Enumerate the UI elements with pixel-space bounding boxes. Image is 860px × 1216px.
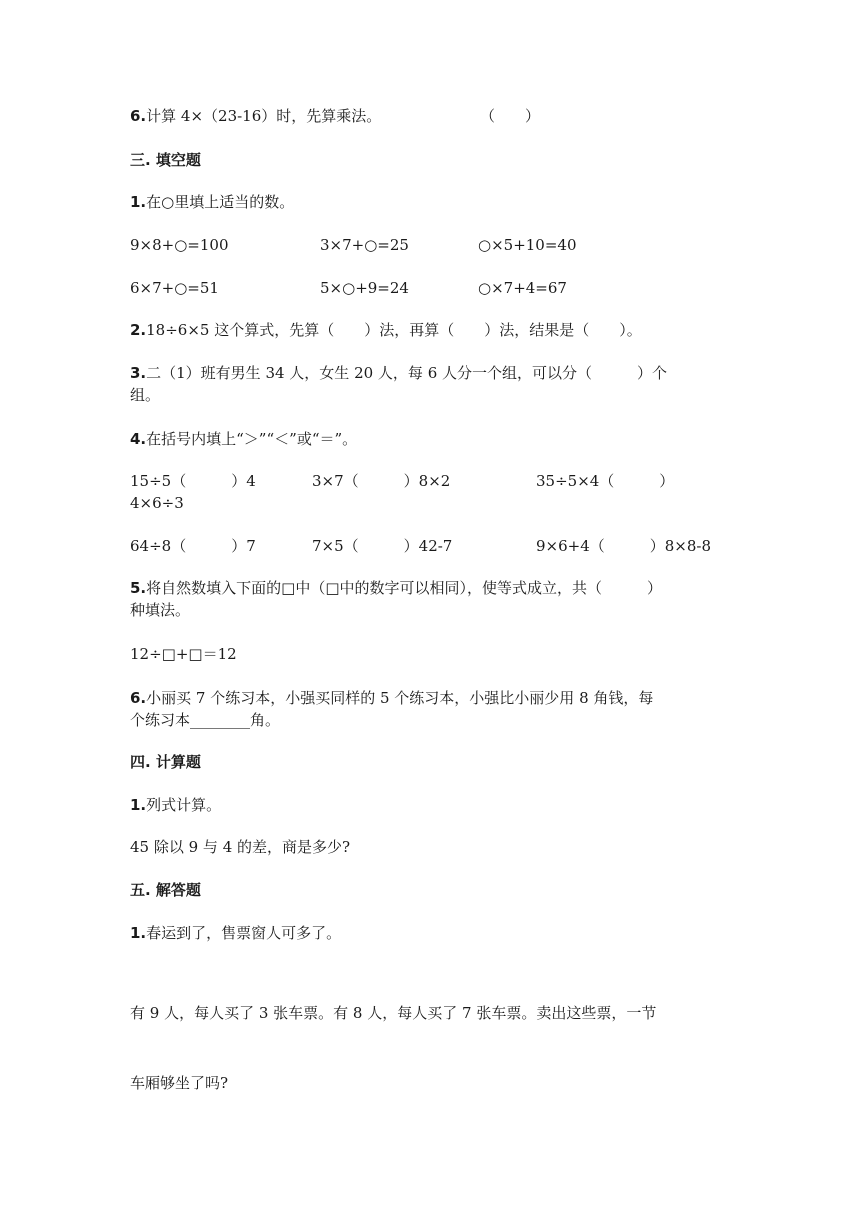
section-heading-calculation: 四. 计算题 [130, 753, 201, 771]
question-text: 列式计算。 [146, 796, 222, 814]
equation-cell: 6×7+○=51 [130, 279, 219, 297]
compare-cell: 64÷8（ ）7 [130, 537, 256, 555]
equation-cell: ○×7+4=67 [478, 279, 567, 297]
compare-cell: 7×5（ ）42-7 [312, 537, 453, 555]
section-heading-word-problems: 五. 解答题 [130, 881, 201, 899]
question-text: 在○里填上适当的数。 [146, 193, 295, 211]
compare-cell: 9×6+4（ ）8×8-8 [536, 537, 712, 555]
question-3-1 [130, 192, 294, 212]
question-number: 2. [130, 321, 147, 339]
question-3-5 [130, 578, 662, 598]
equation-line: 12÷□+□＝12 [130, 645, 237, 663]
question-text-continued: 个练习本________角。 [130, 711, 281, 729]
question-2-6 [130, 106, 381, 126]
question-4-1 [130, 795, 221, 815]
compare-cell: 35÷5×4（ ） [536, 472, 675, 490]
problem-text: 45 除以 9 与 4 的差，商是多少? [130, 838, 351, 856]
question-number: 1. [130, 796, 147, 814]
section-heading-fill-blank: 三. 填空题 [130, 151, 201, 169]
question-text-continued: 有 9 人，每人买了 3 张车票。有 8 人，每人买了 7 张车票。卖出这些票，一节 [130, 1004, 657, 1022]
question-text: 小丽买 7 个练习本，小强买同样的 5 个练习本，小强比小丽少用 8 角钱，每 [146, 689, 654, 707]
question-number: 1. [130, 193, 147, 211]
equation-cell: 9×8+○=100 [130, 236, 229, 254]
question-text: 在括号内填上“＞”“＜”或“＝”。 [146, 430, 358, 448]
answer-paren[interactable]: （ ） [480, 107, 541, 125]
equation-cell: ○×5+10=40 [478, 236, 577, 254]
question-5-1 [130, 923, 341, 943]
question-number: 3. [130, 364, 147, 382]
question-3-6 [130, 688, 653, 708]
question-text: 将自然数填入下面的□中（□中的数字可以相同），使等式成立，共（ ） [146, 579, 662, 597]
equation-cell: 3×7+○=25 [320, 236, 409, 254]
question-text-continued: 种填法。 [130, 601, 191, 619]
question-text-continued: 车厢够坐了吗? [130, 1074, 229, 1092]
question-text: 18÷6×5 这个算式，先算（ ）法，再算（ ）法，结果是（ ）。 [146, 321, 642, 339]
question-number: 1. [130, 924, 147, 942]
question-text-continued: 组。 [130, 386, 161, 404]
question-text: 二（1）班有男生 34 人，女生 20 人，每 6 人分一个组，可以分（ ）个 [146, 364, 668, 382]
question-3-2 [130, 320, 642, 340]
question-text: 春运到了，售票窗人可多了。 [146, 924, 342, 942]
question-3-4 [130, 429, 357, 449]
question-number: 4. [130, 430, 147, 448]
compare-cell: 15÷5（ ）4 [130, 472, 256, 490]
question-text: 计算 4×（23-16）时，先算乘法。 [146, 107, 382, 125]
compare-cell: 3×7（ ）8×2 [312, 472, 451, 490]
question-number: 5. [130, 579, 147, 597]
question-number: 6. [130, 107, 147, 125]
equation-cell: 5×○+9=24 [320, 279, 409, 297]
compare-cell-wrap: 4×6÷3 [130, 494, 184, 512]
question-3-3 [130, 363, 667, 383]
question-number: 6. [130, 689, 147, 707]
